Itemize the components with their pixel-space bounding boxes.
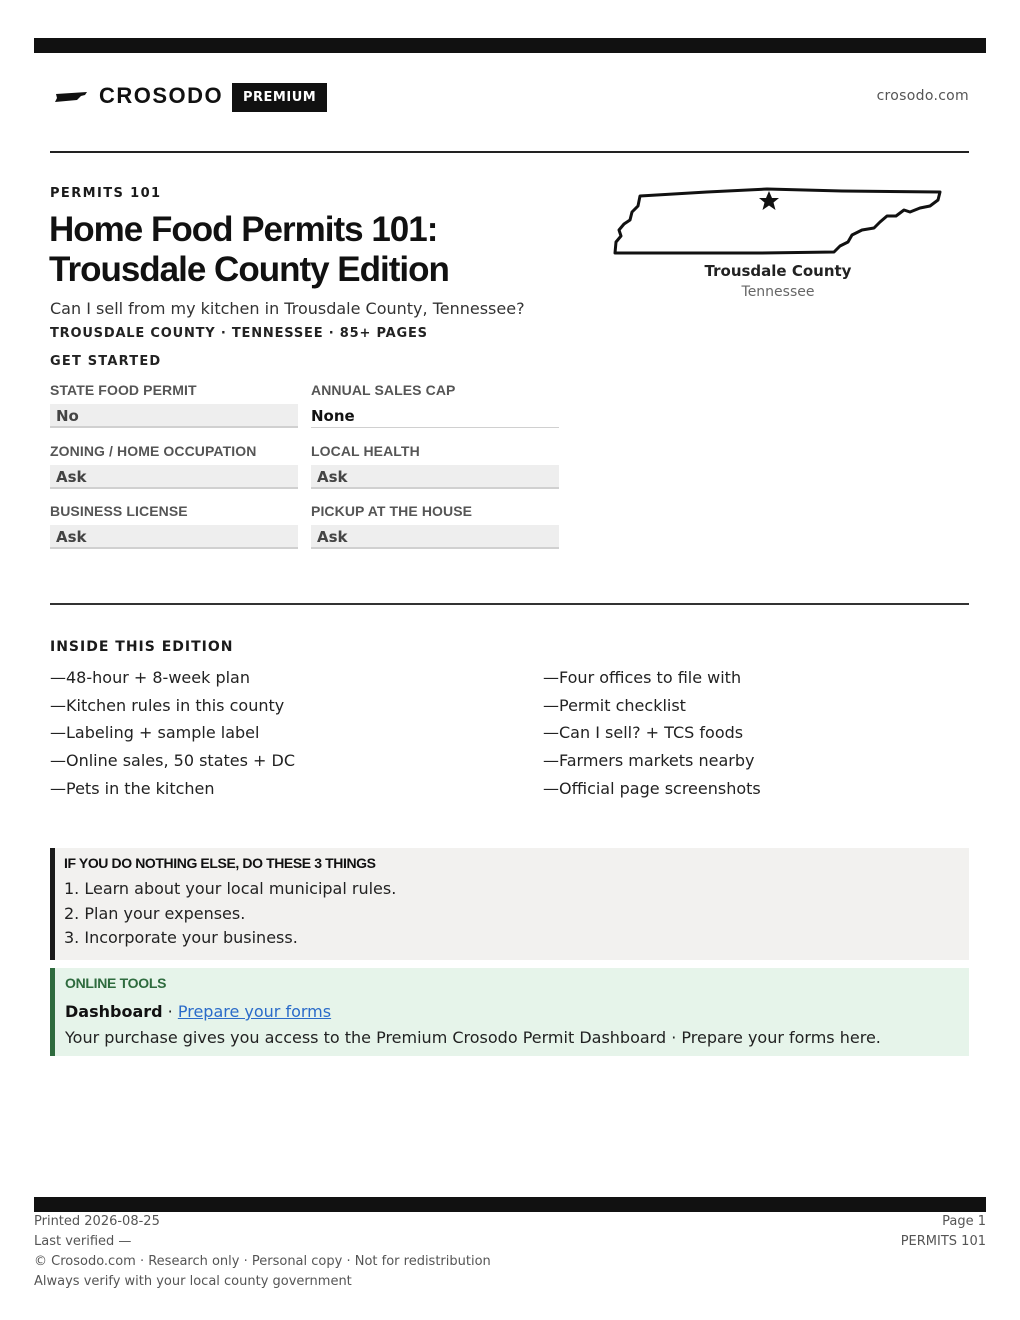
- bottom-bar: [34, 1197, 986, 1212]
- list-item: —Labeling + sample label: [50, 723, 260, 743]
- brand-name[interactable]: CROSODO: [99, 83, 224, 108]
- field-value: Ask: [311, 465, 559, 489]
- field-label: ANNUAL SALES CAP: [311, 382, 456, 398]
- list-item: —Pets in the kitchen: [50, 778, 215, 798]
- list-item: —48-hour + 8-week plan: [50, 668, 250, 687]
- inside-list-left: [50, 667, 450, 805]
- field-label: STATE FOOD PERMIT: [50, 382, 197, 398]
- copyright: © Crosodo.com · Research only · Personal copy · Not for redistribution: [34, 1254, 491, 1269]
- subtitle: Can I sell from my kitchen in Trousdale County, Tennessee?: [50, 299, 525, 318]
- inside-heading: INSIDE THIS EDITION: [50, 639, 234, 655]
- title-line-2: Trousdale County Edition: [49, 250, 449, 289]
- list-item: —Four offices to file with: [543, 668, 742, 687]
- page-title: [49, 210, 609, 290]
- title-line-1: Home Food Permits 101:: [49, 210, 438, 249]
- field-pickup: [311, 503, 559, 549]
- field-value: None: [311, 404, 559, 428]
- site-url[interactable]: crosodo.com: [876, 88, 969, 104]
- field-value: Ask: [50, 525, 298, 549]
- field-label: PICKUP AT THE HOUSE: [311, 503, 473, 519]
- footer-left: [34, 1212, 491, 1292]
- tools-title: ONLINE TOOLS: [65, 975, 167, 991]
- map-county-label: Trousdale County: [704, 262, 852, 280]
- callout-item: 2. Plan your expenses.: [64, 903, 246, 923]
- divider: [50, 603, 969, 605]
- tennessee-shape-icon: [54, 91, 88, 103]
- edition-meta: TROUSDALE COUNTY · TENNESSEE · 85+ PAGES: [50, 326, 428, 341]
- field-value: No: [50, 404, 298, 428]
- field-value: Ask: [311, 525, 559, 549]
- map-state-label: Tennessee: [741, 284, 815, 300]
- list-item: —Online sales, 50 states + DC: [50, 751, 296, 771]
- inside-list-right: [543, 667, 943, 805]
- tennessee-map: [612, 186, 944, 258]
- get-started-heading: GET STARTED: [50, 354, 162, 369]
- dashboard-label: Dashboard: [65, 1002, 163, 1021]
- field-business-license: [50, 503, 298, 549]
- list-item: —Official page screenshots: [543, 778, 761, 798]
- list-item: —Kitchen rules in this county: [50, 695, 285, 715]
- printed-date: Printed 2026-08-25: [34, 1214, 160, 1229]
- disclaimer: Always verify with your local county government: [34, 1274, 352, 1289]
- premium-badge: PREMIUM: [232, 83, 327, 112]
- list-item: —Permit checklist: [543, 695, 686, 715]
- field-annual-sales-cap: [311, 382, 559, 428]
- eyebrow: PERMITS 101: [50, 186, 162, 201]
- list-item: —Can I sell? + TCS foods: [543, 723, 744, 743]
- list-item: —Farmers markets nearby: [543, 751, 755, 771]
- field-label: ZONING / HOME OCCUPATION: [50, 443, 257, 459]
- field-local-health: [311, 443, 559, 489]
- separator: ·: [162, 1002, 178, 1021]
- callout-item: 1. Learn about your local municipal rules.: [64, 879, 397, 898]
- three-things-callout: [50, 848, 969, 960]
- tools-description: Your purchase gives you access to the Premium Crosodo Permit Dashboard · Prepare your forms here.: [65, 1028, 881, 1047]
- star-icon: [759, 191, 779, 210]
- field-value: Ask: [50, 465, 298, 489]
- field-state-food-permit: [50, 382, 298, 428]
- last-verified: Last verified —: [34, 1234, 132, 1249]
- field-zoning: [50, 443, 298, 489]
- online-tools-box: [50, 968, 969, 1056]
- page-number: Page 1: [942, 1214, 986, 1229]
- field-label: BUSINESS LICENSE: [50, 503, 188, 519]
- field-label: LOCAL HEALTH: [311, 443, 420, 459]
- header: [50, 80, 969, 114]
- prepare-forms-link[interactable]: Prepare your forms: [177, 1002, 332, 1021]
- tools-row: [65, 1000, 969, 1026]
- section-name: PERMITS 101: [900, 1234, 986, 1249]
- footer-right: [901, 1212, 986, 1252]
- callout-item: 3. Incorporate your business.: [64, 928, 298, 947]
- top-bar: [34, 38, 986, 53]
- callout-list: [64, 877, 969, 951]
- divider: [50, 151, 969, 153]
- callout-title: IF YOU DO NOTHING ELSE, DO THESE 3 THINGS: [64, 855, 376, 871]
